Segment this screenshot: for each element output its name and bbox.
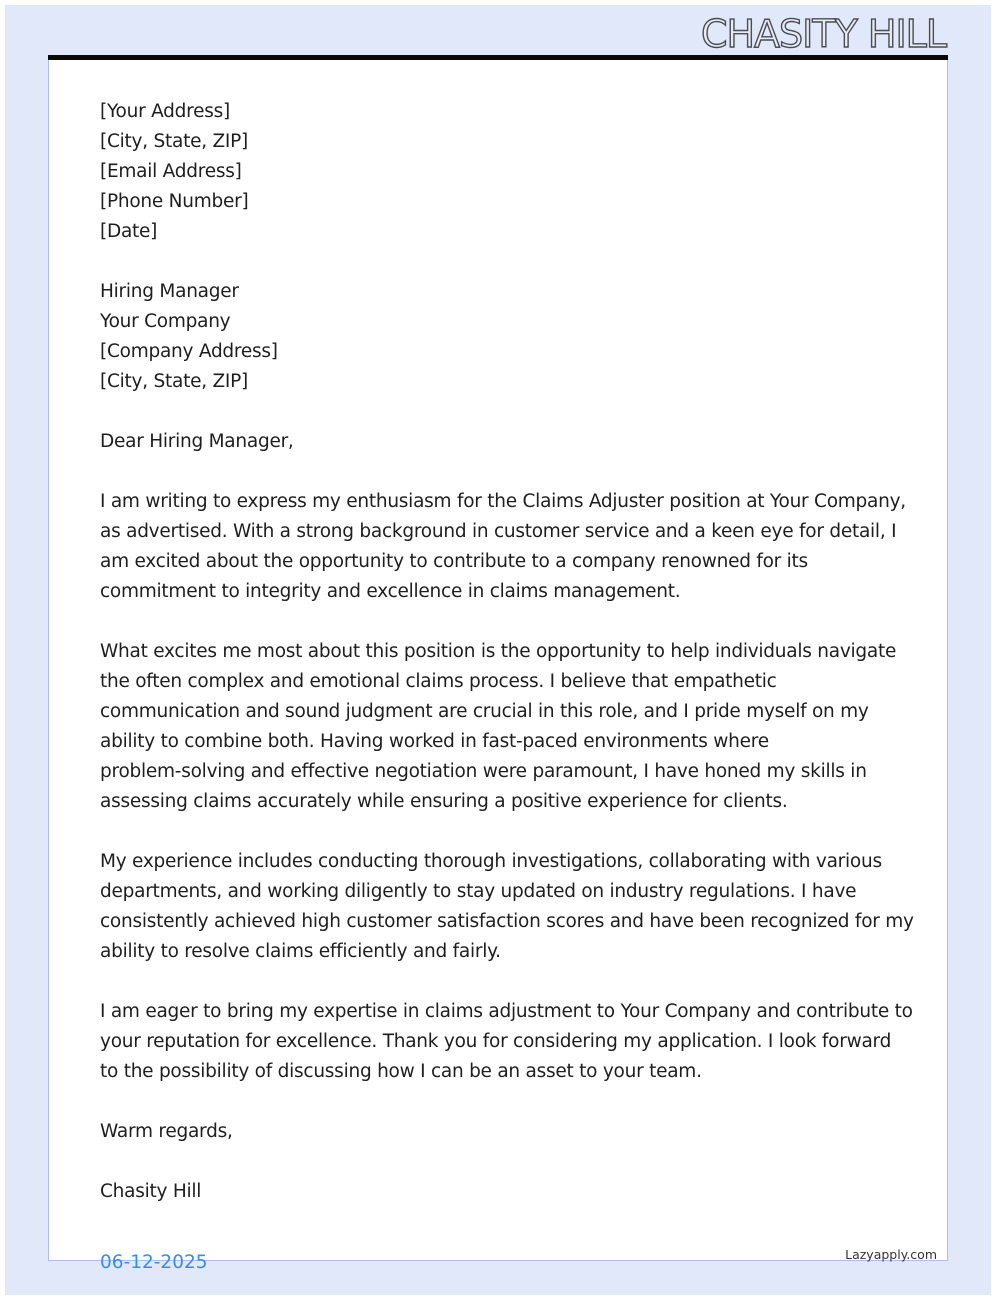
letter-body [100,97,914,1207]
body-paragraph-3 [100,847,914,967]
paragraph-line: ability to combine both. Having worked in fast-paced environments where [100,731,769,752]
footer-brand: Lazyapply.com [845,1247,937,1262]
recipient-city-state-zip: [City, State, ZIP] [100,371,248,392]
paragraph-line: as advertised. With a strong background in customer service and a keen eye for detail, I [100,521,897,542]
spacer [100,607,900,637]
body-paragraph-4 [100,997,913,1087]
sender-email: [Email Address] [100,161,242,182]
paragraph-line: consistently achieved high customer satisfaction scores and have been recognized for my [100,911,914,932]
paragraph-line: I am writing to express my enthusiasm for the Claims Adjuster position at Your Company, [100,491,906,512]
spacer [100,1087,900,1117]
paragraph-line: What excites me most about this position is the opportunity to help individuals navigate [100,641,897,662]
body-paragraph-1 [100,487,906,607]
body-paragraph-2 [100,637,900,817]
header-name: CHASITY HILL [700,12,946,56]
paragraph-line: departments, and working diligently to stay updated on industry regulations. I have [100,881,857,902]
spacer [100,967,900,997]
sender-block [100,97,900,247]
recipient-address: [Company Address] [100,341,278,362]
paragraph-line: My experience includes conducting thorough investigations, collaborating with various [100,851,882,872]
recipient-company: Your Company [100,311,231,332]
sender-date: [Date] [100,221,158,242]
salutation: Dear Hiring Manager, [100,431,294,452]
spacer [100,457,900,487]
footer-date: 06-12-2025 [100,1252,208,1273]
paragraph-line: commitment to integrity and excellence in claims management. [100,581,681,602]
paragraph-line: to the possibility of discussing how I can be an asset to your team. [100,1061,702,1082]
sender-city-state-zip: [City, State, ZIP] [100,131,248,152]
spacer [100,397,900,427]
spacer [100,1147,900,1177]
sender-phone: [Phone Number] [100,191,249,212]
paragraph-line: am excited about the opportunity to contribute to a company renowned for its [100,551,808,572]
paragraph-line: ability to resolve claims efficiently and fairly. [100,941,501,962]
signature: Chasity Hill [100,1181,202,1202]
sender-address: [Your Address] [100,101,230,122]
recipient-title: Hiring Manager [100,281,239,302]
paragraph-line: the often complex and emotional claims process. I believe that empathetic [100,671,777,692]
closing: Warm regards, [100,1121,233,1142]
paragraph-line: your reputation for excellence. Thank you for considering my application. I look forward [100,1031,892,1052]
paragraph-line: problem-solving and effective negotiation were paramount, I have honed my skills in [100,761,867,782]
spacer [100,817,900,847]
paragraph-line: I am eager to bring my expertise in claims adjustment to Your Company and contribute to [100,1001,913,1022]
paragraph-line: assessing claims accurately while ensuring a positive experience for clients. [100,791,788,812]
paragraph-line: communication and sound judgment are crucial in this role, and I pride myself on my [100,701,869,722]
recipient-block [100,277,900,397]
spacer [100,247,900,277]
